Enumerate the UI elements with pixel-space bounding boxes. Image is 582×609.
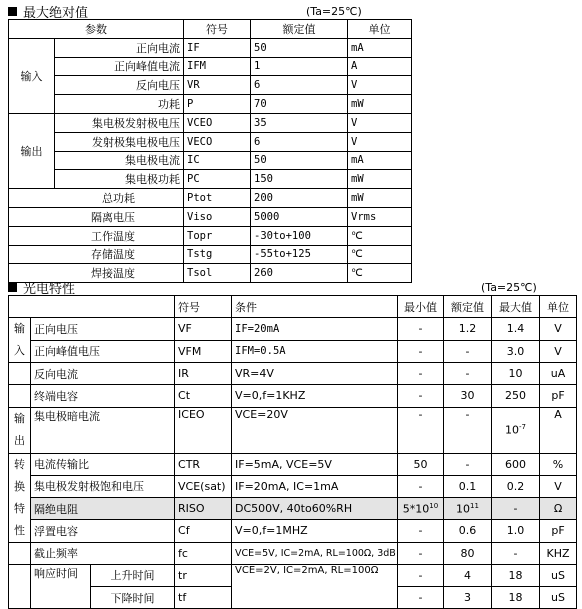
group-char: 特 <box>14 501 25 515</box>
typ-cell: 30 <box>444 385 492 407</box>
typ-cell: 4 <box>444 564 492 586</box>
symbol-cell: IF <box>184 38 251 57</box>
header-symbol: 符号 <box>184 20 251 39</box>
param-cell: 工作温度 <box>9 226 184 245</box>
table-row <box>9 340 577 363</box>
group-output-label: 输出 <box>9 113 55 188</box>
section1-title: 最大绝对值 <box>23 6 89 21</box>
unit-cell: V <box>348 76 412 95</box>
table-row <box>9 498 577 520</box>
table-row <box>9 207 412 226</box>
group-char: 出 <box>14 434 25 448</box>
value-cell: 200 <box>251 189 348 208</box>
group-transfer-label <box>9 453 31 542</box>
unit-cell: V <box>540 318 577 341</box>
condition-cell: IF=5mA, VCE=5V <box>232 453 398 475</box>
max-cell: 10 <box>492 363 540 385</box>
symbol-cell: tf <box>175 586 232 608</box>
group-char: 输 <box>14 322 25 336</box>
subparam-cell: 下降时间 <box>91 586 175 608</box>
min-cell: 50 <box>398 453 444 475</box>
header-rated: 额定值 <box>251 20 348 39</box>
param-cell: 正向电压 <box>31 318 175 341</box>
table-row <box>9 95 412 114</box>
typ-cell: 0.1 <box>444 475 492 497</box>
value-cell: 50 <box>251 151 348 170</box>
min-cell: - <box>398 340 444 363</box>
unit-cell: % <box>540 453 577 475</box>
param-cell: 终端电容 <box>31 385 175 407</box>
unit-cell: mW <box>348 95 412 114</box>
unit-cell: KHZ <box>540 542 577 564</box>
value-cell: 6 <box>251 76 348 95</box>
symbol-cell: VF <box>175 318 232 341</box>
unit-cell: pF <box>540 520 577 542</box>
group-char: 输 <box>14 412 25 426</box>
symbol-cell: P <box>184 95 251 114</box>
max-exponent: -7 <box>519 423 526 432</box>
value-cell: -30to+100 <box>251 226 348 245</box>
header-symbol: 符号 <box>175 296 232 318</box>
condition-cell: IF=20mA <box>232 318 398 341</box>
value-cell: 150 <box>251 170 348 189</box>
group-blank <box>9 542 31 564</box>
unit-cell: V <box>348 113 412 132</box>
min-cell: - <box>398 318 444 341</box>
symbol-cell: IR <box>175 363 232 385</box>
value-cell: 70 <box>251 95 348 114</box>
table-row <box>9 245 412 264</box>
unit-cell: pF <box>540 385 577 407</box>
typ-cell: 1.2 <box>444 318 492 341</box>
min-cell: - <box>398 520 444 542</box>
group-blank <box>9 385 31 407</box>
symbol-cell: VFM <box>175 340 232 363</box>
unit-cell: uS <box>540 564 577 586</box>
symbol-cell: CTR <box>175 453 232 475</box>
unit-cell: mW <box>348 189 412 208</box>
value-cell: 5000 <box>251 207 348 226</box>
typ-cell: - <box>444 407 492 453</box>
symbol-cell: Tsol <box>184 264 251 283</box>
group-blank <box>9 564 31 608</box>
value-cell: 6 <box>251 132 348 151</box>
param-cell: 功耗 <box>55 95 184 114</box>
symbol-cell: PC <box>184 170 251 189</box>
max-ratings-table <box>8 19 412 283</box>
unit-cell: mA <box>348 151 412 170</box>
square-bullet-icon <box>8 7 17 16</box>
param-cell: 隔离电压 <box>9 207 184 226</box>
table-row <box>9 385 577 407</box>
table-row <box>9 170 412 189</box>
min-cell: - <box>398 586 444 608</box>
symbol-cell: Viso <box>184 207 251 226</box>
unit-cell: ℃ <box>348 264 412 283</box>
condition-cell: V=0,f=1KHZ <box>232 385 398 407</box>
symbol-cell: fc <box>175 542 232 564</box>
param-cell: 存储温度 <box>9 245 184 264</box>
square-bullet-icon <box>8 283 17 292</box>
group-char: 性 <box>14 523 25 537</box>
param-cell: 正向峰值电流 <box>55 57 184 76</box>
param-cell: 浮置电容 <box>31 520 175 542</box>
param-cell: 集电极发射极电压 <box>55 113 184 132</box>
group-char: 入 <box>14 344 25 358</box>
unit-cell: Vrms <box>348 207 412 226</box>
symbol-cell: VCE(sat) <box>175 475 232 497</box>
unit-cell: mA <box>348 38 412 57</box>
typ-cell: - <box>444 340 492 363</box>
table-row <box>9 453 577 475</box>
typ-cell: - <box>444 453 492 475</box>
max-cell: 18 <box>492 586 540 608</box>
symbol-cell: Topr <box>184 226 251 245</box>
table-row <box>9 189 412 208</box>
unit-cell: A <box>540 407 577 453</box>
min-cell: - <box>398 564 444 586</box>
value-cell: -55to+125 <box>251 245 348 264</box>
param-cell: 集电极暗电流 <box>31 407 175 453</box>
condition-cell: V=0,f=1MHZ <box>232 520 398 542</box>
header-blank <box>9 296 175 318</box>
min-exponent: 10 <box>429 501 439 510</box>
table-row <box>9 407 577 453</box>
unit-cell: V <box>540 475 577 497</box>
typ-cell <box>444 498 492 520</box>
symbol-cell: ICEO <box>175 407 232 453</box>
unit-cell: mW <box>348 170 412 189</box>
table-row <box>9 132 412 151</box>
condition-cell: VCE=20V <box>232 407 398 453</box>
max-cell: - <box>492 498 540 520</box>
param-cell: 集电极发射极饱和电压 <box>31 475 175 497</box>
typ-cell: 0.6 <box>444 520 492 542</box>
table-row <box>9 38 412 57</box>
table-row <box>9 520 577 542</box>
max-cell: 250 <box>492 385 540 407</box>
table-row <box>9 564 577 586</box>
param-cell: 反向电流 <box>31 363 175 385</box>
param-cell: 截止频率 <box>31 542 175 564</box>
unit-cell: ℃ <box>348 245 412 264</box>
symbol-cell: RISO <box>175 498 232 520</box>
group-blank <box>9 363 31 385</box>
group-input-label: 输入 <box>9 38 55 113</box>
min-cell: - <box>398 363 444 385</box>
max-cell: 1.4 <box>492 318 540 341</box>
header-max: 最大值 <box>492 296 540 318</box>
header-unit: 单位 <box>540 296 577 318</box>
symbol-cell: Tstg <box>184 245 251 264</box>
section2-condition: (Ta=25℃) <box>481 281 537 294</box>
min-cell <box>398 498 444 520</box>
table-row <box>9 57 412 76</box>
header-unit: 单位 <box>348 20 412 39</box>
condition-cell: IFM=0.5A <box>232 340 398 363</box>
symbol-cell: VCEO <box>184 113 251 132</box>
unit-cell: uA <box>540 363 577 385</box>
param-cell: 焊接温度 <box>9 264 184 283</box>
condition-cell: VR=4V <box>232 363 398 385</box>
table-row <box>9 318 577 341</box>
min-base: 5*10 <box>402 502 430 516</box>
condition-cell: VCE=5V, IC=2mA, RL=100Ω, 3dB <box>232 542 398 564</box>
param-cell: 隔绝电阻 <box>31 498 175 520</box>
symbol-cell: Ct <box>175 385 232 407</box>
electro-optical-table <box>8 295 577 609</box>
param-cell: 反向电压 <box>55 76 184 95</box>
header-condition: 条件 <box>232 296 398 318</box>
table-row <box>9 363 577 385</box>
max-base: 10 <box>505 423 520 437</box>
group-input-label <box>9 318 31 363</box>
unit-cell: Ω <box>540 498 577 520</box>
symbol-cell: Cf <box>175 520 232 542</box>
symbol-cell: Ptot <box>184 189 251 208</box>
unit-cell: V <box>540 340 577 363</box>
unit-cell: ℃ <box>348 226 412 245</box>
min-cell: - <box>398 385 444 407</box>
table-header-row <box>9 20 412 39</box>
symbol-cell: IFM <box>184 57 251 76</box>
min-cell: - <box>398 542 444 564</box>
max-cell <box>492 407 540 453</box>
unit-cell: V <box>348 132 412 151</box>
typ-base: 10 <box>456 502 471 516</box>
group-output-label <box>9 407 31 453</box>
max-cell: 18 <box>492 564 540 586</box>
symbol-cell: IC <box>184 151 251 170</box>
typ-exponent: 11 <box>470 501 479 510</box>
value-cell: 1 <box>251 57 348 76</box>
condition-cell: IF=20mA, IC=1mA <box>232 475 398 497</box>
table-row <box>9 475 577 497</box>
table-row <box>9 542 577 564</box>
condition-cell: DC500V, 40to60%RH <box>232 498 398 520</box>
max-cell: 0.2 <box>492 475 540 497</box>
table-row <box>9 226 412 245</box>
typ-cell: - <box>444 363 492 385</box>
table-row <box>9 76 412 95</box>
header-min: 最小值 <box>398 296 444 318</box>
max-cell: 600 <box>492 453 540 475</box>
param-cell: 集电极电流 <box>55 151 184 170</box>
param-cell: 正向峰值电压 <box>31 340 175 363</box>
symbol-cell: VR <box>184 76 251 95</box>
typ-cell: 3 <box>444 586 492 608</box>
value-cell: 260 <box>251 264 348 283</box>
max-cell: 3.0 <box>492 340 540 363</box>
header-typ: 额定值 <box>444 296 492 318</box>
value-cell: 35 <box>251 113 348 132</box>
value-cell: 50 <box>251 38 348 57</box>
typ-cell: 80 <box>444 542 492 564</box>
param-cell: 集电极功耗 <box>55 170 184 189</box>
param-cell: 总功耗 <box>9 189 184 208</box>
table-header-row <box>9 296 577 318</box>
subparam-cell: 上升时间 <box>91 564 175 586</box>
param-cell: 电流传输比 <box>31 453 175 475</box>
condition-cell: VCE=2V, IC=2mA, RL=100Ω <box>232 564 398 608</box>
table-row <box>9 113 412 132</box>
param-cell: 发射极集电极电压 <box>55 132 184 151</box>
min-cell: - <box>398 475 444 497</box>
section1-condition: (Ta=25℃) <box>306 5 362 18</box>
symbol-cell: tr <box>175 564 232 586</box>
group-char: 换 <box>14 479 25 493</box>
group-char: 转 <box>14 457 25 471</box>
unit-cell: uS <box>540 586 577 608</box>
param-cell: 响应时间 <box>31 564 91 608</box>
max-cell: 1.0 <box>492 520 540 542</box>
header-param: 参数 <box>9 20 184 39</box>
max-cell: - <box>492 542 540 564</box>
param-cell: 正向电流 <box>55 38 184 57</box>
unit-cell: A <box>348 57 412 76</box>
section2-title: 光电特性 <box>23 282 76 297</box>
table-row <box>9 151 412 170</box>
symbol-cell: VECO <box>184 132 251 151</box>
min-cell: - <box>398 407 444 453</box>
